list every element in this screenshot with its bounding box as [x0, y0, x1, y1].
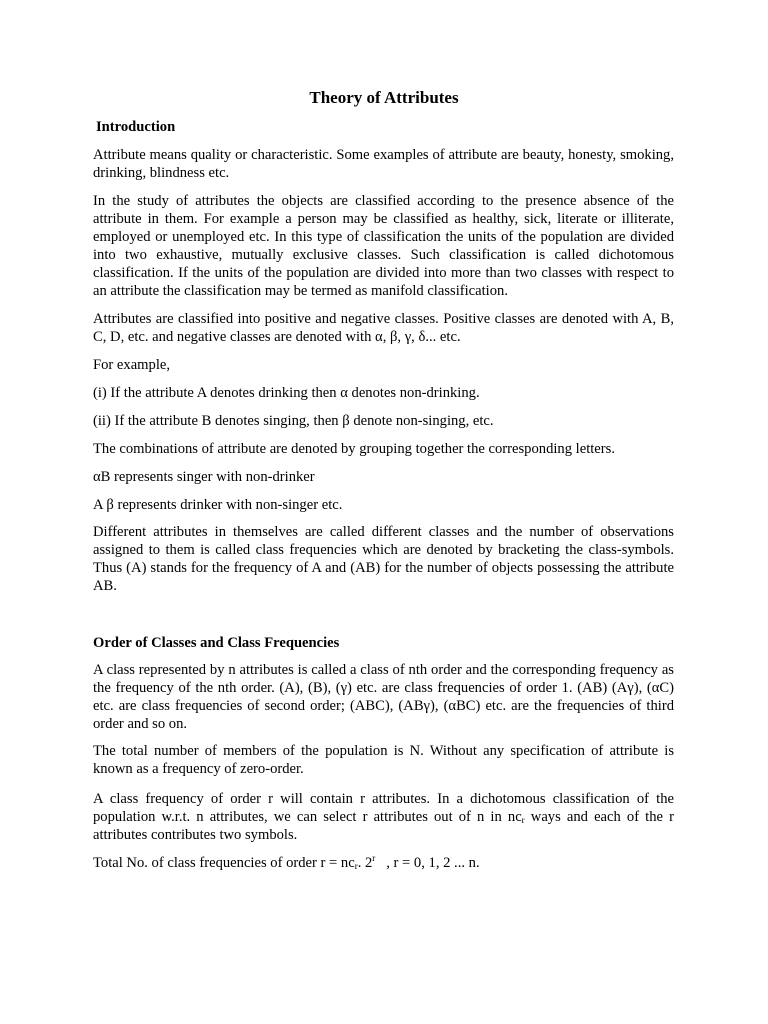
- intro-paragraph-8: αB represents singer with non-drinker: [93, 469, 315, 485]
- order-paragraph-4: [93, 854, 674, 872]
- order-paragraph-3-text-a: A class frequency of order r will contain r attributes. In a dichotomous classification of the population w.r.t. n attributes, we can select r attributes out of n in nc: [93, 791, 674, 825]
- intro-paragraph-6: (ii) If the attribute B denotes singing, then β denote non-singing, etc.: [93, 413, 494, 429]
- order-heading: Order of Classes and Class Frequencies: [93, 635, 340, 651]
- order-paragraph-1: A class represented by n attributes is called a class of nth order and the corresponding frequency as the frequency of the nth order. (A), (B), (γ) etc. are class frequencies of order 1. (AB) (Aγ), (αC) etc. are class frequencies of second order; (ABC), (ABγ), (αBC) etc. are the frequencies of third order and so on.: [93, 662, 674, 732]
- intro-paragraph-9: A β represents drinker with non-singer etc.: [93, 497, 343, 513]
- intro-paragraph-5: (i) If the attribute A denotes drinking then α denotes non-drinking.: [93, 385, 480, 401]
- intro-paragraph-10: Different attributes in themselves are called different classes and the number of observations assigned to them is called class frequencies which are denoted by bracketing the class-symbols. Thus (A) stands for the frequency of A and (AB) for the number of objects possessing the attribute AB.: [93, 524, 674, 594]
- intro-paragraph-1: Attribute means quality or characteristic. Some examples of attribute are beauty, honesty, smoking, drinking, blindness etc.: [93, 147, 674, 181]
- order-formula-subscript: r: [354, 861, 358, 871]
- introduction-heading: Introduction: [96, 119, 176, 135]
- order-paragraph-3: [93, 790, 674, 844]
- order-formula-text-b: . 2: [357, 855, 373, 871]
- order-formula-superscript: r: [372, 853, 376, 863]
- order-paragraph-3-subscript: r: [521, 815, 525, 825]
- order-formula-text-a: Total No. of class frequencies of order r = nc: [93, 855, 355, 871]
- intro-paragraph-3: Attributes are classified into positive and negative classes. Positive classes are denoted with A, B, C, D, etc. and negative classes are denoted with α, β, γ, δ... etc.: [93, 311, 674, 345]
- intro-paragraph-4: For example,: [93, 357, 171, 373]
- order-paragraph-2: The total number of members of the population is N. Without any specification of attribute is known as a frequency of zero-order.: [93, 743, 674, 777]
- intro-paragraph-2: In the study of attributes the objects are classified according to the presence absence of the attribute in them. For example a person may be classified as healthy, sick, literate or illiterate, employed or unemployed etc. In this type of classification the units of the population are divided into two exhaustive, mutually exclusive classes. Such classification is called dichotomous classification. If the units of the population are divided into more than two classes with respect to an attribute the classification may be termed as manifold classification.: [93, 193, 674, 299]
- intro-paragraph-7: The combinations of attribute are denoted by grouping together the corresponding letters.: [93, 441, 615, 457]
- page-title: Theory of Attributes: [309, 88, 459, 107]
- order-paragraph-3-text-b: ways and each of the r attributes contributes two symbols.: [93, 809, 674, 843]
- order-formula-text-c: , r = 0, 1, 2 ... n.: [375, 855, 480, 871]
